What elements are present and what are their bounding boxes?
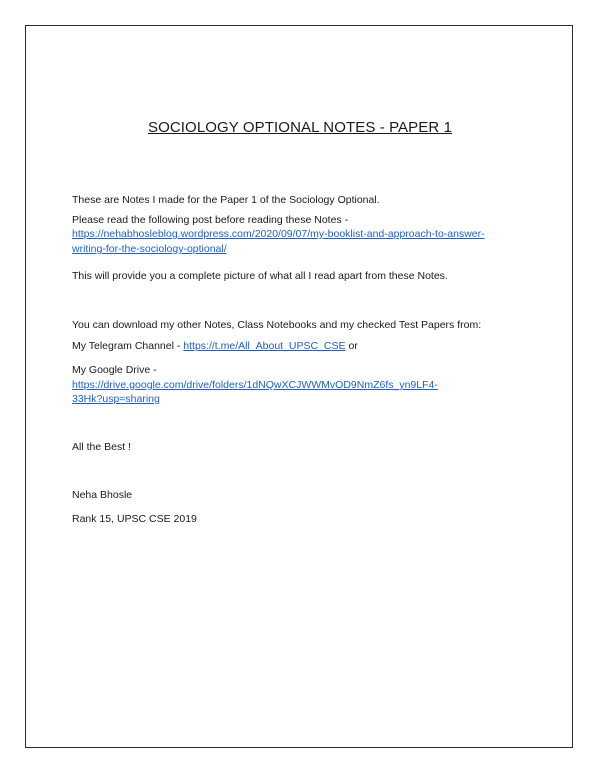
- telegram-link[interactable]: https://t.me/All_About_UPSC_CSE: [183, 340, 346, 352]
- blog-link-line-2[interactable]: [72, 242, 227, 256]
- drive-label: My Google Drive -: [72, 364, 157, 376]
- telegram-suffix: or: [345, 340, 358, 352]
- blog-link-line-1[interactable]: [72, 227, 485, 241]
- download-text: You can download my other Notes, Class Notebooks and my checked Test Papers from:: [72, 319, 482, 331]
- drive-link-continued[interactable]: 33Hk?usp=sharing: [72, 393, 160, 405]
- drive-link-line-2[interactable]: [72, 392, 160, 406]
- picture-text: This will provide you a complete picture of what all I read apart from these Notes.: [72, 270, 448, 282]
- author-rank: Rank 15, UPSC CSE 2019: [72, 513, 197, 525]
- drive-link-line-1[interactable]: [72, 378, 438, 392]
- page-title: SOCIOLOGY OPTIONAL NOTES - PAPER 1: [147, 119, 453, 136]
- telegram-label: My Telegram Channel -: [72, 340, 184, 352]
- drive-link[interactable]: https://drive.google.com/drive/folders/1dNQwXCJWWMvOD9NmZ6fs_yn9LF4-: [72, 379, 438, 391]
- blog-link[interactable]: https://nehabhosleblog.wordpress.com/2020/09/07/my-booklist-and-approach-to-answer-: [72, 228, 485, 240]
- read-post-text: Please read the following post before reading these Notes -: [72, 214, 349, 226]
- closing-text: All the Best !: [72, 441, 131, 453]
- author-name: Neha Bhosle: [72, 489, 133, 501]
- telegram-line: [72, 339, 358, 353]
- blog-link-continued[interactable]: writing-for-the-sociology-optional/: [72, 243, 227, 255]
- intro-text: These are Notes I made for the Paper 1 of the Sociology Optional.: [72, 194, 380, 206]
